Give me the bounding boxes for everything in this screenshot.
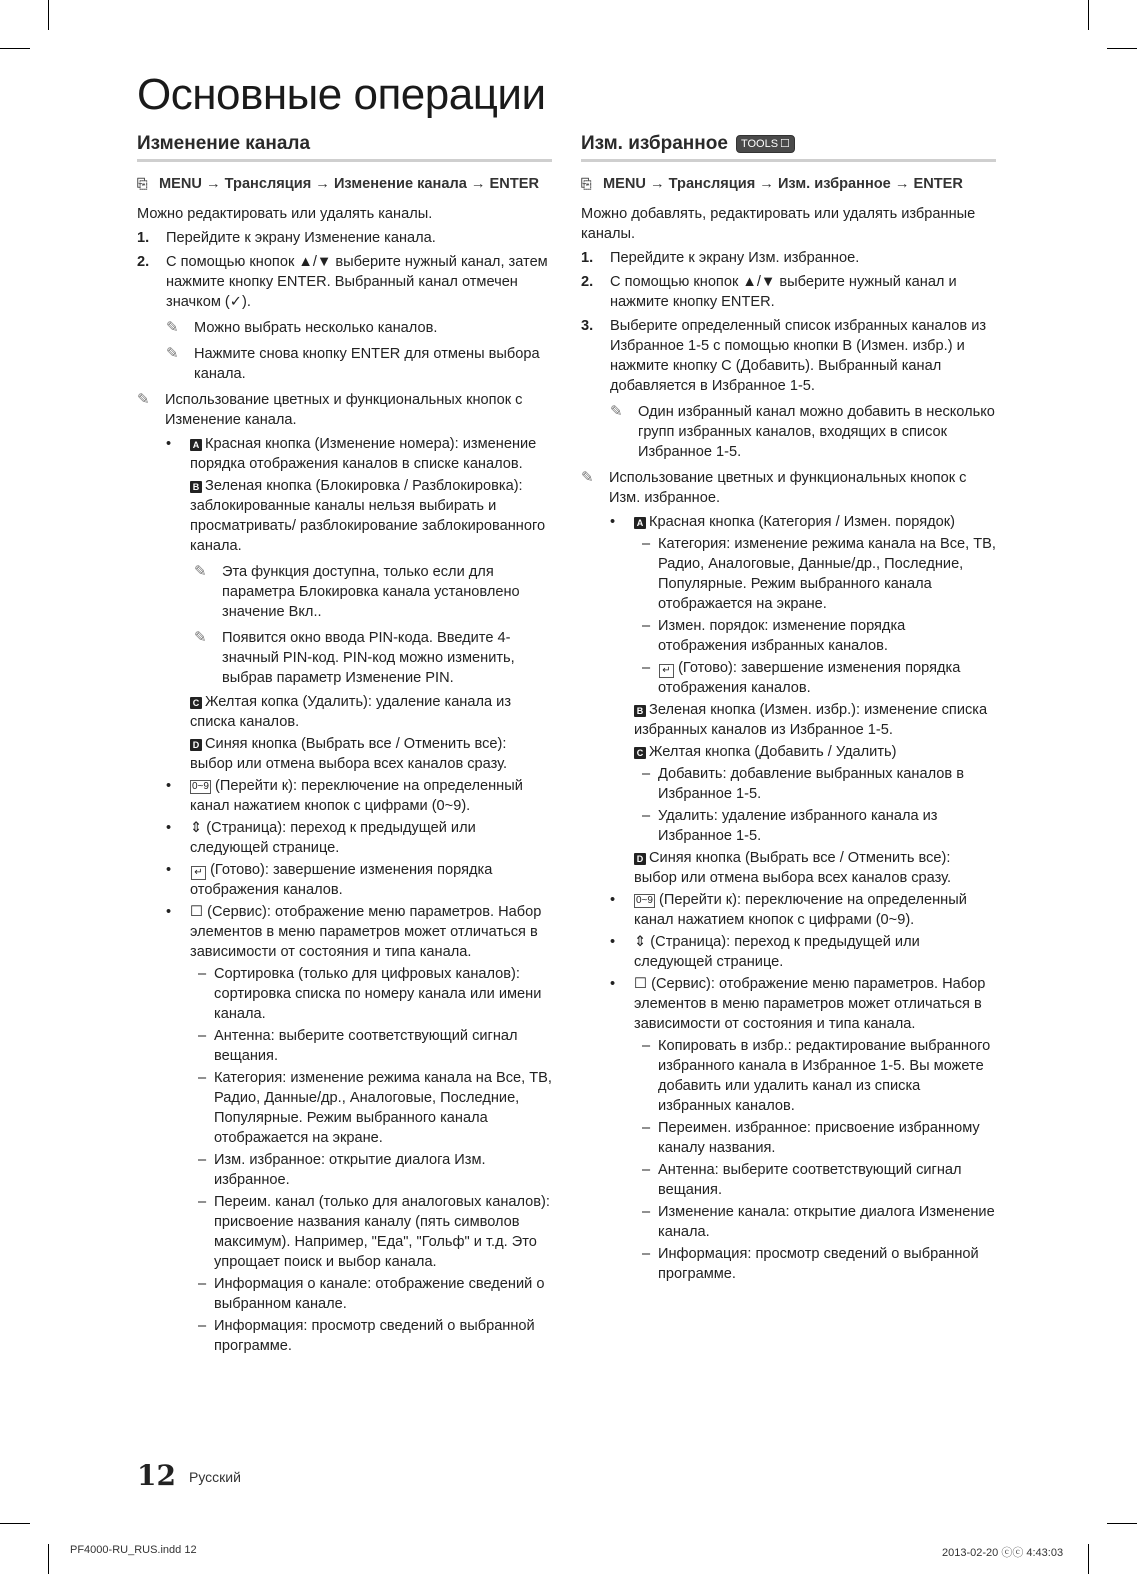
- list-item: [634, 742, 996, 762]
- number-keys-icon: 0~9: [192, 781, 209, 792]
- item-text: Красная кнопка (Категория / Измен. порядок): [649, 514, 955, 530]
- blue-button-icon: D: [190, 739, 202, 751]
- item-text: (Готово): завершение изменения порядка отображения каналов.: [658, 660, 961, 696]
- list-item: – Измен. порядок: изменение порядка отображения избранных каналов.: [634, 616, 996, 656]
- step-number: 3.: [581, 318, 594, 334]
- step-text: Перейдите к экрану Изменение канала.: [166, 230, 436, 246]
- intro-text: Можно добавлять, редактировать или удалять избранные каналы.: [581, 206, 976, 242]
- list-item: – Антенна: выберите соответствующий сигнал вещания.: [634, 1160, 996, 1200]
- note: [166, 344, 552, 384]
- list-item: • ⇕ (Страница): переход к предыдущей или следующей странице.: [166, 820, 476, 856]
- note-text: Нажмите снова кнопку ENTER для отмены выбора канала.: [194, 346, 540, 382]
- step-number: 1.: [581, 250, 594, 266]
- item-text: Желтая копка (Удалить): удаление канала из списка каналов.: [190, 694, 512, 730]
- red-button-icon: A: [634, 517, 646, 529]
- crop-mark: [0, 48, 30, 49]
- item-text: Категория: изменение режима канала на Все, ТВ, Радио, Данные/др., Аналоговые, Последние, Популярные. Режим выбранного канала отображается на экране.: [214, 1070, 552, 1146]
- list-item: – Изм. избранное: открытие диалога Изм. избранное.: [190, 1150, 552, 1190]
- list-item: – Сортировка (только для цифровых каналов): сортировка списка по номеру канала или имени канала.: [190, 964, 552, 1024]
- item-text: Удалить: удаление избранного канала из Избранное 1-5.: [658, 808, 938, 844]
- item-text: Переим. канал (только для аналоговых каналов): присвоение названия каналу (пять символов максимум). Например, "Еда", "Гольф" и т.д. Это упрощает поиск и выбор канала.: [214, 1194, 550, 1270]
- tools-icon: ☐: [190, 904, 204, 920]
- pencil-icon: ✎: [194, 629, 207, 646]
- list-item: [634, 848, 996, 888]
- list-item: – Информация: просмотр сведений о выбранной программе.: [634, 1244, 996, 1284]
- list-item: – ↵ (Готово): завершение изменения порядка отображения каналов.: [641, 660, 961, 696]
- heading-text: Изм. избранное: [581, 133, 728, 154]
- list-item: • 0~9 (Перейти к): переключение на определенный канал нажатием кнопок с цифрами (0~9).: [166, 778, 523, 814]
- list-item: – Копировать в избр.: редактирование выбранного избранного канала в Избранное 1-5. Вы можете добавить или удалить канал из списка избранных каналов.: [634, 1036, 996, 1116]
- note-text: Использование цветных и функциональных кнопок с Изм. избранное.: [609, 470, 967, 506]
- item-text: (Готово): завершение изменения порядка отображения каналов.: [190, 862, 493, 898]
- step: [581, 316, 996, 396]
- menu-path: [137, 174, 552, 194]
- list-item: • ☐ (Сервис): отображение меню параметров. Набор элементов в меню параметров может отличаться в зависимости от состояния и типа канала.: [166, 904, 542, 960]
- list-item: [190, 476, 552, 556]
- menu-path-text: MENU → Трансляция → Изм. избранное → ENTER: [603, 176, 963, 192]
- item-text: Копировать в избр.: редактирование выбранного избранного канала в Избранное 1-5. Вы можете добавить или удалить канал из списка избранных каналов.: [658, 1038, 991, 1114]
- item-text: Информация: просмотр сведений о выбранной программе.: [214, 1318, 535, 1354]
- date-info: 2013-02-20 ⓒⓒ 4:43:03: [942, 1547, 1064, 1559]
- step-number: 2.: [581, 274, 594, 290]
- menu-path-icon: ⎘: [137, 176, 148, 191]
- step: [137, 252, 552, 312]
- item-text: Синяя кнопка (Выбрать все / Отменить все): выбор или отмена выбора всех каналов сразу.: [634, 850, 952, 886]
- step-number: 2.: [137, 254, 150, 270]
- list-item: – Изменение канала: открытие диалога Изменение канала.: [641, 1204, 995, 1240]
- list-item: • ⇕ (Страница): переход к предыдущей или следующей странице.: [610, 934, 920, 970]
- crop-mark: [48, 0, 49, 30]
- step-text: С помощью кнопок ▲/▼ выберите нужный канал и нажмите кнопку ENTER.: [610, 274, 957, 310]
- item-text: Переимен. избранное: присвоение избранному каналу названия.: [658, 1120, 980, 1156]
- list-item: [190, 734, 552, 774]
- crop-mark: [1107, 1523, 1137, 1524]
- list-item: – Антенна: выберите соответствующий сигнал вещания.: [190, 1026, 552, 1066]
- green-button-icon: B: [634, 705, 646, 717]
- list-item: [190, 692, 552, 732]
- item-text: Изменение канала: открытие диалога Изменение канала.: [658, 1204, 995, 1240]
- note-text: Можно выбрать несколько каналов.: [194, 320, 438, 336]
- green-button-icon: B: [190, 481, 202, 493]
- pencil-icon: ✎: [581, 469, 594, 486]
- item-text: Информация: просмотр сведений о выбранной программе.: [658, 1246, 979, 1282]
- tools-icon: ☐: [634, 976, 648, 992]
- item-text: (Страница): переход к предыдущей или следующей странице.: [190, 820, 476, 856]
- section-heading: [581, 134, 996, 162]
- pencil-icon: ✎: [610, 403, 623, 420]
- tools-icon: ☐: [780, 138, 790, 150]
- note-text: Появится окно ввода PIN-кода. Введите 4-значный PIN-код. PIN-код можно изменить, выбрав параметр Изменение PIN.: [222, 630, 515, 686]
- item-text: (Перейти к): переключение на определенный канал нажатием кнопок с цифрами (0~9).: [634, 892, 967, 928]
- item-text: (Сервис): отображение меню параметров. Набор элементов в меню параметров может отличаться в зависимости от состояния и типа канала.: [190, 904, 542, 960]
- pencil-icon: ✎: [194, 563, 207, 580]
- pencil-icon: ✎: [166, 319, 179, 336]
- step-number: 1.: [137, 230, 150, 246]
- list-item: • A Красная кнопка (Категория / Измен. порядок): [610, 514, 955, 530]
- step: [137, 228, 552, 248]
- file-info: PF4000-RU_RUS.indd 12: [70, 1544, 197, 1556]
- note: [610, 402, 996, 462]
- list-item: – Переимен. избранное: присвоение избранному каналу названия.: [634, 1118, 996, 1158]
- item-text: Синяя кнопка (Выбрать все / Отменить все): выбор или отмена выбора всех каналов сразу.: [190, 736, 508, 772]
- step: [581, 248, 996, 268]
- number-keys-icon: 0~9: [636, 895, 653, 906]
- note: [194, 562, 552, 622]
- item-text: (Сервис): отображение меню параметров. Набор элементов в меню параметров может отличаться в зависимости от состояния и типа канала.: [634, 976, 986, 1032]
- list-item: • A Красная кнопка (Изменение номера): изменение порядка отображения каналов в списке каналов.: [166, 436, 537, 472]
- item-text: (Страница): переход к предыдущей или следующей странице.: [634, 934, 920, 970]
- list-item: – Добавить: добавление выбранных каналов в Избранное 1-5.: [634, 764, 996, 804]
- left-column: [137, 134, 552, 1358]
- item-text: Зеленая кнопка (Блокировка / Разблокировка): заблокированные каналы нельзя выбирать и просматривать/ разблокирование заблокированного канала.: [190, 478, 546, 554]
- list-item: – Информация: просмотр сведений о выбранной программе.: [190, 1316, 552, 1356]
- list-item: – Категория: изменение режима канала на Все, ТВ, Радио, Аналоговые, Данные/др., Последние, Популярные. Режим выбранного канала отображается на экране.: [641, 536, 996, 612]
- pencil-icon: ✎: [137, 391, 150, 408]
- menu-path: [581, 174, 996, 194]
- intro-text: Можно редактировать или удалять каналы.: [137, 206, 433, 222]
- note: [194, 628, 552, 688]
- list-item: • ↵ (Готово): завершение изменения порядка отображения каналов.: [166, 862, 493, 898]
- item-text: Информация о канале: отображение сведений о выбранном канале.: [214, 1276, 545, 1312]
- list-item: [634, 700, 996, 740]
- crop-mark: [0, 1523, 30, 1524]
- yellow-button-icon: C: [634, 747, 646, 759]
- note-text: Один избранный канал можно добавить в несколько групп избранных каналов, входящих в список Избранное 1-5.: [638, 404, 995, 460]
- tools-label: TOOLS: [740, 138, 779, 150]
- menu-path-icon: ⎘: [581, 176, 592, 191]
- item-text: Сортировка (только для цифровых каналов): сортировка списка по номеру канала или имени канала.: [214, 966, 542, 1022]
- item-text: Изм. избранное: открытие диалога Изм. избранное.: [214, 1152, 486, 1188]
- crop-mark: [1107, 48, 1137, 49]
- step-text: Перейдите к экрану Изм. избранное.: [610, 250, 860, 266]
- item-text: Красная кнопка (Изменение номера): изменение порядка отображения каналов в списке каналов.: [190, 436, 537, 472]
- crop-mark: [1088, 0, 1089, 30]
- tools-badge: [736, 135, 795, 153]
- item-text: Категория: изменение режима канала на Все, ТВ, Радио, Аналоговые, Данные/др., Последние, Популярные. Режим выбранного канала отображается на экране.: [658, 536, 996, 612]
- enter-icon: ↵: [191, 866, 206, 880]
- list-item: – Информация о канале: отображение сведений о выбранном канале.: [190, 1274, 552, 1314]
- item-text: Желтая кнопка (Добавить / Удалить): [649, 744, 897, 760]
- list-item: – Категория: изменение режима канала на Все, ТВ, Радио, Данные/др., Аналоговые, Последние, Популярные. Режим выбранного канала отображается на экране.: [197, 1070, 552, 1146]
- yellow-button-icon: C: [190, 697, 202, 709]
- page-number: 12: [137, 1459, 176, 1492]
- list-item: • 0~9 (Перейти к): переключение на определенный канал нажатием кнопок с цифрами (0~9).: [610, 892, 967, 928]
- section-heading: [137, 134, 552, 162]
- note: [581, 468, 996, 508]
- heading-text: Изменение канала: [137, 133, 311, 154]
- step: [581, 272, 996, 312]
- list-item: – Удалить: удаление избранного канала из Избранное 1-5.: [634, 806, 996, 846]
- item-text: Антенна: выберите соответствующий сигнал вещания.: [658, 1162, 962, 1198]
- note-text: Эта функция доступна, только если для параметра Блокировка канала установлено значение Вкл..: [222, 564, 520, 620]
- step-text: Выберите определенный список избранных каналов из Избранное 1-5 с помощью кнопки B (Измен. избр.) и нажмите кнопку C (Добавить). Выбранный канал добавляется в Избранное 1-5.: [610, 318, 987, 394]
- note: [137, 390, 552, 430]
- right-column: [581, 134, 996, 1286]
- menu-path-text: MENU → Трансляция → Изменение канала → ENTER: [159, 176, 540, 192]
- blue-button-icon: D: [634, 853, 646, 865]
- item-text: (Перейти к): переключение на определенный канал нажатием кнопок с цифрами (0~9).: [190, 778, 523, 814]
- note: [166, 318, 552, 338]
- item-text: Измен. порядок: изменение порядка отображения избранных каналов.: [658, 618, 906, 654]
- enter-icon: ↵: [659, 664, 674, 678]
- crop-mark: [1088, 1544, 1089, 1574]
- pencil-icon: ✎: [166, 345, 179, 362]
- page-arrows-icon: ⇕: [634, 934, 647, 950]
- page-title: Основные операции: [137, 70, 546, 119]
- step-text: С помощью кнопок ▲/▼ выберите нужный канал, затем нажмите кнопку ENTER. Выбранный канал отмечен значком (✓).: [166, 254, 548, 310]
- item-text: Зеленая кнопка (Измен. избр.): изменение списка избранных каналов из Избранное 1-5.: [634, 702, 988, 738]
- page-language: Русский: [189, 1469, 241, 1485]
- item-text: Добавить: добавление выбранных каналов в Избранное 1-5.: [658, 766, 964, 802]
- item-text: Антенна: выберите соответствующий сигнал вещания.: [214, 1028, 518, 1064]
- crop-mark: [48, 1544, 49, 1574]
- page-arrows-icon: ⇕: [190, 820, 203, 836]
- list-item: – Переим. канал (только для аналоговых каналов): присвоение названия каналу (пять символов максимум). Например, "Еда", "Гольф" и т.д. Это упрощает поиск и выбор канала.: [190, 1192, 552, 1272]
- list-item: • ☐ (Сервис): отображение меню параметров. Набор элементов в меню параметров может отличаться в зависимости от состояния и типа канала.: [610, 976, 986, 1032]
- note-text: Использование цветных и функциональных кнопок с Изменение канала.: [165, 392, 523, 428]
- red-button-icon: A: [190, 439, 202, 451]
